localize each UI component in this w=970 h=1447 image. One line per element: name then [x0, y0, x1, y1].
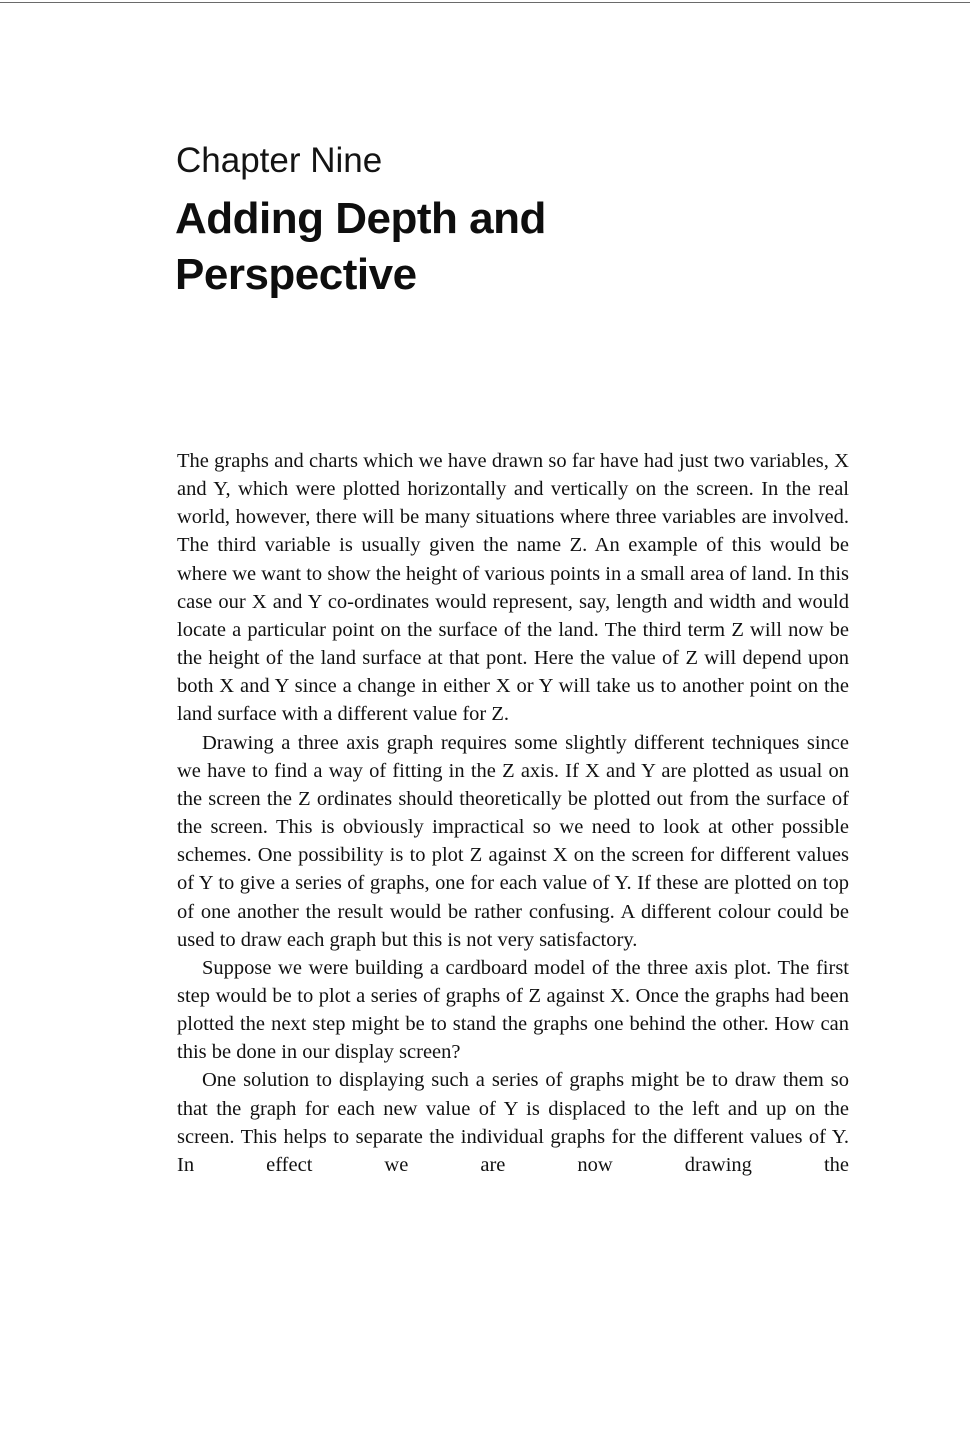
- paragraph-4: One solution to displaying such a series of graphs might be to draw them so that the graph for each new value of Y is displaced to the left and up on the screen. This helps to separate the individual graphs for the different values of Y. In effect we are now drawing the: [177, 1069, 849, 1176]
- top-rule: [0, 2, 970, 3]
- paragraph-2: Drawing a three axis graph requires some slightly different techniques since we have to find a way of fitting in the Z axis. If X and Y are plotted as usual on the screen the Z ordinates should theoretically be plotted out from the surface of the screen. This is obviously impractical so we need to look at other possible schemes. One possibility is to plot Z against X on the screen for different values of Y to give a series of graphs, one for each value of Y. If these are plotted on top of one another the result would be rather confusing. A different colour could be used to draw each graph but this is not very satisfactory.: [177, 731, 849, 951]
- chapter-title-line-1: Adding Depth and: [175, 194, 546, 243]
- chapter-label: Chapter Nine: [176, 141, 383, 180]
- body-text: [177, 447, 849, 1179]
- chapter-title-line-2: Perspective: [175, 250, 417, 299]
- paragraph-3: Suppose we were building a cardboard model of the three axis plot. The first step would be to plot a series of graphs of Z against X. Once the graphs had been plotted the next step might be to stand the graphs one behind the other. How can this be done in our display screen?: [177, 956, 849, 1064]
- chapter-title: [175, 191, 546, 303]
- paragraph-1: The graphs and charts which we have drawn so far have had just two variables, X and Y, which were plotted horizontally and vertically on the screen. In the real world, however, there will be many situations where three variables are involved. The third variable is usually given the name Z. An example of this would be where we want to show the height of various points in a small area of land. In this case our X and Y co-ordinates would represent, say, length and width and would locate a particular point on the surface of the land. The third term Z will now be the height of the land surface at that pont. Here the value of Z will depend upon both X and Y since a change in either X or Y will take us to another point on the land surface with a different value for Z.: [177, 450, 849, 726]
